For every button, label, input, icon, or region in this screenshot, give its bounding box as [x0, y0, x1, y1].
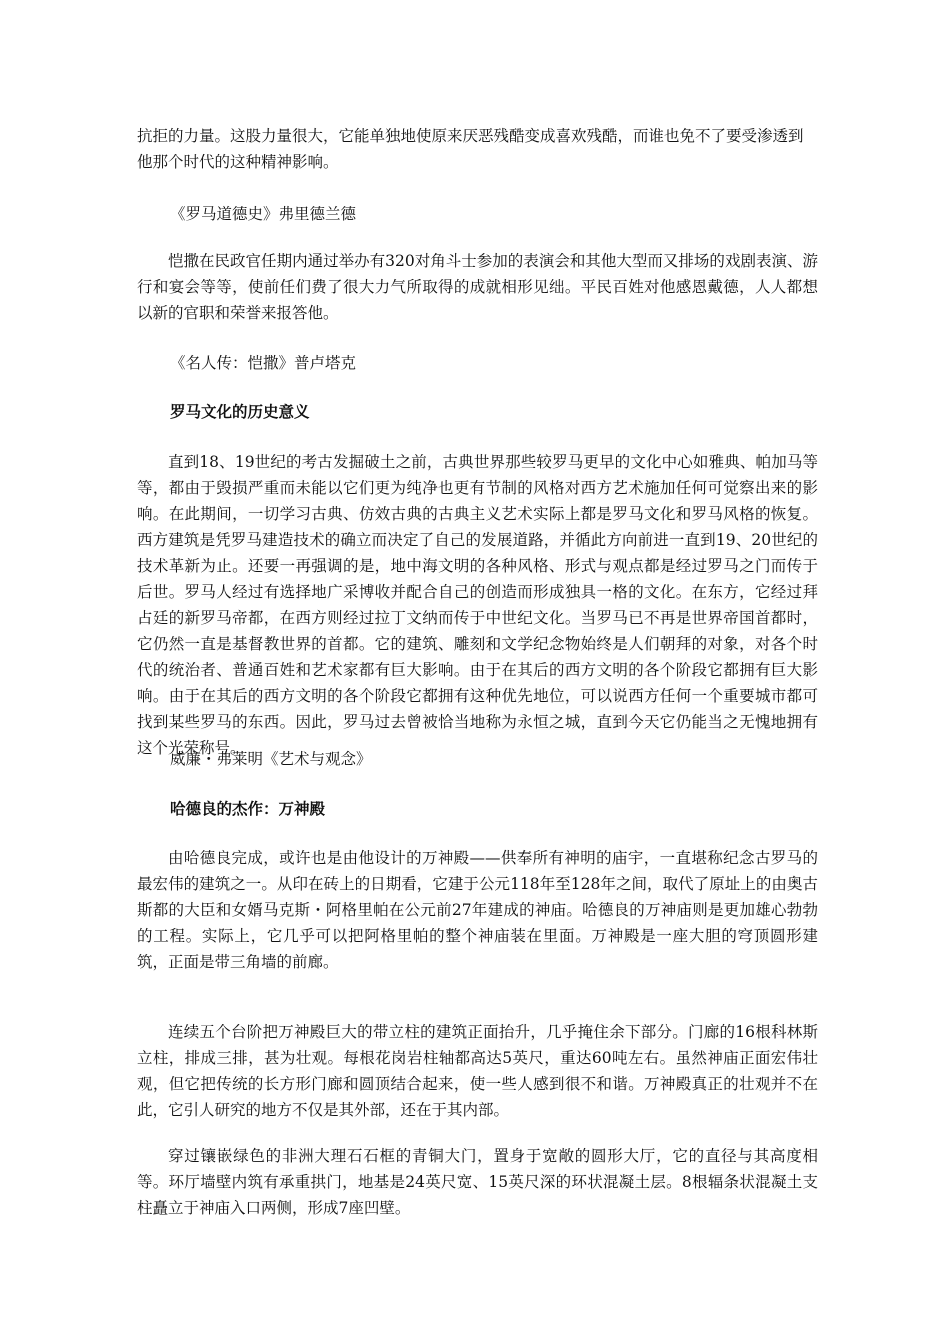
citation-plutarch: 《名人传：恺撒》普卢塔克 — [170, 354, 357, 372]
paragraph-roman-culture-significance: 直到18、19世纪的考古发掘破土之前，古典世界那些较罗马更早的文化中心如雅典、帕加马等等，都由于毁损严重而未能以它们更为纯净也更有节制的风格对西方艺术施加任何可觉察出来的影响。在此期间，一切学习古典、仿效古典的古典主义艺术实际上都是罗马文化和罗马风格的恢复。西方建筑是凭罗马建造技术的确立而决定了自己的发展道路，并循此方向前进一直到19、20世纪的技术革新为止。还要一再强调的是，地中海文明的各种风格、形式与观点都是经过罗马之门而传于后世。罗马人经过有选择地广采博收并配合自己的创造而形成独具一格的文化。在东方，它经过拜占廷的新罗马帝都，在西方则经过拉丁文纳而传于中世纪文化。当罗马已不再是世界帝国首都时，它仍然一直是基督教世界的首都。它的建筑、雕刻和文学纪念物始终是人们朝拜的对象，对各个时代的统治者、普通百姓和艺术家都有巨大影响。由于在其后的西方文明的各个阶段它都拥有巨大影响。由于在其后的西方文明的各个阶段它都拥有这种优先地位，可以说西方任何一个重要城市都可找到某些罗马的东西。因此，罗马过去曾被恰当地称为永恒之城，直到今天它仍能当之无愧地拥有这个光荣称号。 — [137, 453, 818, 757]
section-heading-roman-culture: 罗马文化的历史意义 — [170, 402, 310, 421]
paragraph-pantheon-facade: 连续五个台阶把万神殿巨大的带立柱的建筑正面抬升，几乎掩住余下部分。门廊的16根科林斯立柱，排成三排，甚为壮观。每根花岗岩柱轴都高达5英尺，重达60吨左右。虽然神庙正面宏伟壮观，但它把传统的长方形门廊和圆顶结合起来，使一些人感到很不和谐。万神殿真正的壮观并不在此，它引人研究的地方不仅是其外部，还在于其内部。 — [137, 1023, 818, 1119]
citation-fleming: 威廉・弗莱明《艺术与观念》 — [170, 750, 372, 768]
citation-friedlander: 《罗马道德史》弗里德兰德 — [170, 205, 357, 223]
paragraph-cruelty-influence: 抗拒的力量。这股力量很大，它能单独地使原来厌恶残酷变成喜欢残酷，而谁也免不了要受渗透到他那个时代的这种精神影响。 — [137, 127, 804, 171]
section-heading-pantheon: 哈德良的杰作：万神殿 — [170, 799, 326, 818]
paragraph-caesar-games: 恺撒在民政官任期内通过举办有320对角斗士参加的表演会和其他大型而又排场的戏剧表演、游行和宴会等等，使前任们费了很大力气所取得的成就相形见绌。平民百姓对他感恩戴德，人人都想以新的官职和荣誉来报答他。 — [137, 252, 818, 322]
paragraph-pantheon-intro: 由哈德良完成，或许也是由他设计的万神殿——供奉所有神明的庙宇，一直堪称纪念古罗马的最宏伟的建筑之一。从印在砖上的日期看，它建于公元118年至128年之间，取代了原址上的由奥古斯都的大臣和女婿马克斯・阿格里帕在公元前27年建成的神庙。哈德良的万神庙则是更加雄心勃勃的工程。实际上，它几乎可以把阿格里帕的整个神庙装在里面。万神殿是一座大胆的穹顶圆形建筑，正面是带三角墙的前廊。 — [137, 849, 818, 971]
paragraph-pantheon-interior: 穿过镶嵌绿色的非洲大理石石框的青铜大门，置身于宽敞的圆形大厅，它的直径与其高度相等。环厅墙壁内筑有承重拱门，地基是24英尺宽、15英尺深的环状混凝土层。8根辐条状混凝土支柱矗立于神庙入口两侧，形成7座凹壁。 — [137, 1147, 818, 1217]
